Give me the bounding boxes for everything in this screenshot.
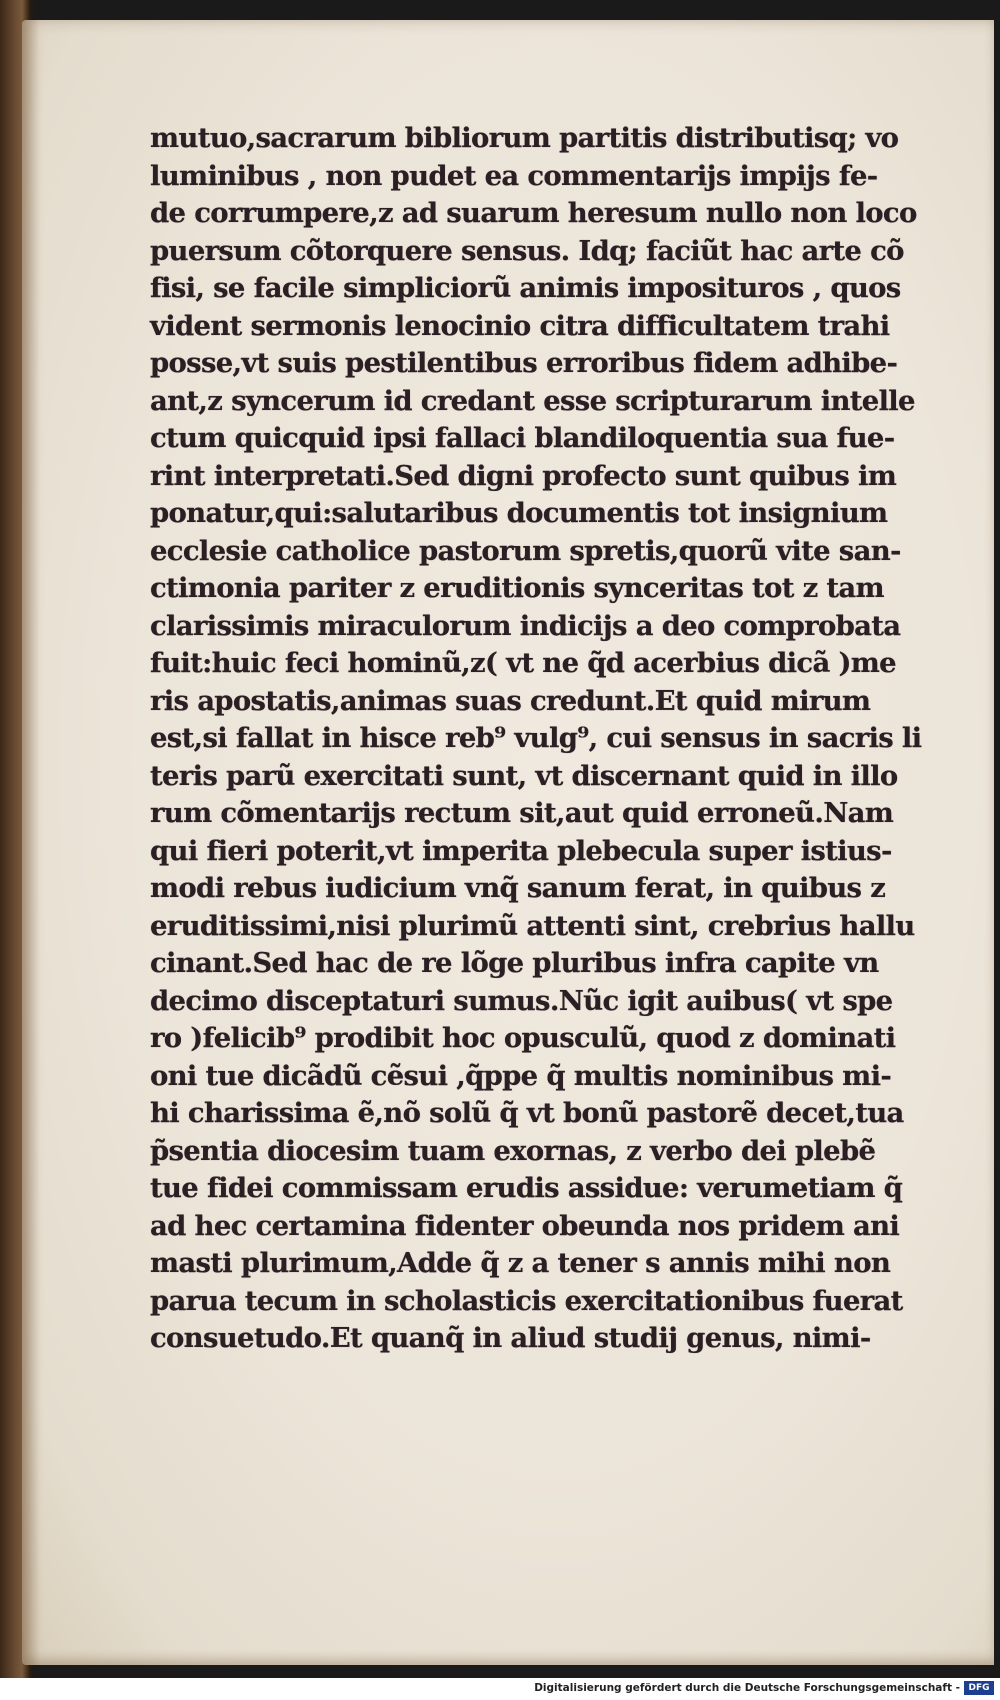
page-text-block — [150, 120, 932, 1358]
text-line: est,si fallat in hisce reb⁹ vulg⁹, cui sensus in sacris li — [150, 722, 922, 754]
text-line: de corrumpere,z ad suarum heresum nullo non loco — [150, 197, 917, 229]
text-line: rint interpretati.Sed digni profecto sunt quibus im — [150, 459, 897, 492]
text-line: vident sermonis lenocinio citra difficultatem trahi — [150, 309, 890, 342]
text-line: teris parũ exercitati sunt, vt discernant quid in illo — [150, 759, 898, 792]
dfg-logo: DFG — [964, 1681, 994, 1695]
text-line: tue fidei commissam erudis assidue: verumetiam q̃ — [150, 1172, 903, 1204]
text-line: mutuo,sacrarum bibliorum partitis distributisq; vo — [150, 122, 899, 154]
text-line: ad hec certamina fidenter obeunda nos pridem ani — [150, 1209, 900, 1242]
text-line: masti plurimum,Adde q̃ z a tener s annis mihi non — [150, 1247, 891, 1279]
text-line: cinant.Sed hac de re lõge pluribus infra capite vn — [150, 947, 879, 979]
funding-credit: Digitalisierung gefördert durch die Deutsche Forschungsgemeinschaft - — [534, 1682, 960, 1694]
text-line: ro )felicib⁹ prodibit hoc opusculũ, quod z dominati — [150, 1022, 896, 1054]
text-line: ctimonia pariter z eruditionis synceritas tot z tam — [150, 572, 884, 604]
text-line: puersum cõtorquere sensus. Idq; faciũt hac arte cõ — [150, 234, 904, 267]
text-line: fisi, se facile simpliciorũ animis imposituros , quos — [150, 272, 901, 304]
text-line: ponatur,qui:salutaribus documentis tot insignium — [150, 497, 888, 529]
text-line: fuit:huic feci hominũ,z( vt ne q̃d acerbius dicã )me — [150, 647, 896, 679]
text-line: parua tecum in scholasticis exercitationibus fuerat — [150, 1284, 903, 1317]
text-line: ant,z syncerum id credant esse scripturarum intelle — [150, 384, 915, 417]
text-line: consuetudo.Et quanq̃ in aliud studij genus, nimi- — [150, 1322, 871, 1354]
text-line: p̃sentia diocesim tuam exornas, z verbo dei plebẽ — [150, 1134, 876, 1167]
text-line: modi rebus iudicium vnq̃ sanum ferat, in quibus z — [150, 872, 886, 904]
text-line: posse,vt suis pestilentibus erroribus fidem adhibe- — [150, 347, 898, 379]
text-line: rum cõmentarijs rectum sit,aut quid erroneũ.Nam — [150, 797, 894, 829]
text-line: hi charissima ẽ,nõ solũ q̃ vt bonũ pastorẽ decet,tua — [150, 1097, 904, 1129]
text-line: ecclesie catholice pastorum spretis,quorũ vite san- — [150, 534, 901, 567]
text-line: clarissimis miraculorum indicijs a deo comprobata — [150, 609, 901, 642]
text-line: oni tue dicãdũ cẽsui ,q̃ppe q̃ multis nominibus mi- — [150, 1059, 892, 1092]
page-binding-shadow — [22, 20, 40, 1665]
text-line: eruditissimi,nisi plurimũ attenti sint, crebrius hallu — [150, 909, 915, 942]
text-line: qui fieri poterit,vt imperita plebecula super istius- — [150, 834, 892, 867]
text-line: ctum quicquid ipsi fallaci blandiloquentia sua fue- — [150, 422, 895, 454]
text-line: ris apostatis,animas suas credunt.Et quid mirum — [150, 684, 871, 717]
text-line: decimo disceptaturi sumus.Nũc igit auibus( vt spe — [150, 984, 893, 1017]
text-line: luminibus , non pudet ea commentarijs impijs fe- — [150, 159, 878, 192]
